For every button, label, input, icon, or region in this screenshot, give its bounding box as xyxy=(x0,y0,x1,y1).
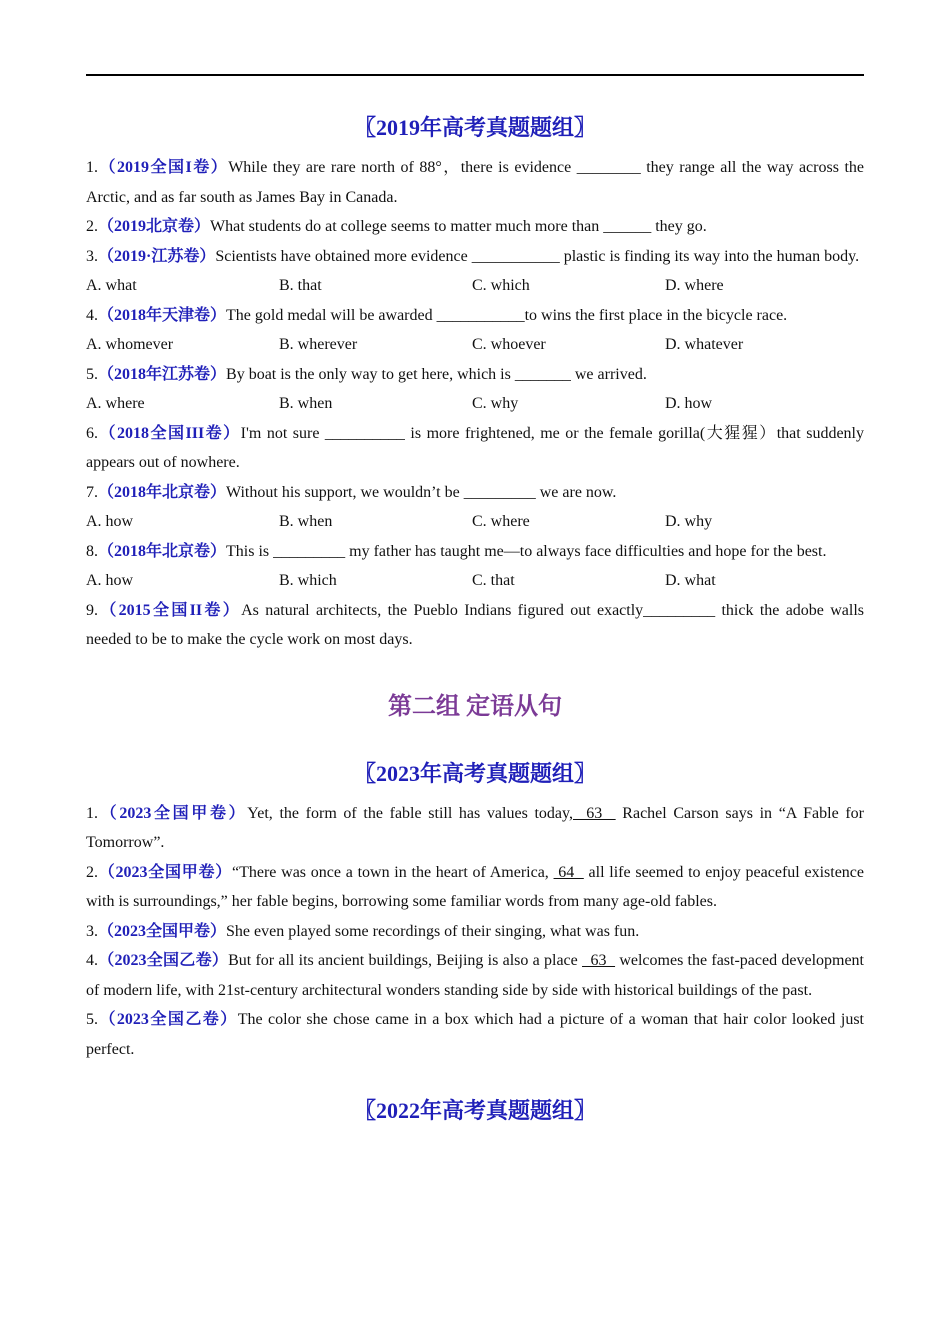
question-text: What students do at college seems to matter much more than ______ they go. xyxy=(210,218,707,235)
question-source: （2023全国乙卷） xyxy=(98,1011,238,1028)
option-d: D. where xyxy=(665,277,724,294)
group-title-2023: 〖2023年高考真题题组〗 xyxy=(353,760,596,786)
question-text: Scientists have obtained more evidence ___________ plastic is finding its way into the human body. xyxy=(215,247,860,265)
question-source: （2018年江苏卷） xyxy=(98,365,227,383)
question-source: （2018年天津卷） xyxy=(98,306,227,324)
question-text: The color she chose came in a box which had a picture of a woman that hair color looked just perfect. xyxy=(86,1011,864,1058)
options-row xyxy=(86,566,864,596)
header-rule xyxy=(86,74,864,76)
question-text: The gold medal will be awarded ___________to wins the first place in the bicycle race. xyxy=(226,306,788,324)
options-row xyxy=(86,389,864,419)
question-2019-4: 4.（2018年天津卷）The gold medal will be awarded ___________to wins the first place in the bicycle race. xyxy=(86,306,788,324)
question-2019-5: 5.（2018年江苏卷）By boat is the only way to get here, which is _______ we arrived. xyxy=(86,365,647,383)
question-source: （2023全国甲卷） xyxy=(98,922,227,940)
question-text: She even played some recordings of their singing, what was fun. xyxy=(226,922,640,940)
question-source: （2018年北京卷） xyxy=(98,483,227,501)
section-title: 第二组 定语从句 xyxy=(388,693,562,720)
question-source: （2018年北京卷） xyxy=(98,542,227,560)
option-d: D. whatever xyxy=(665,336,744,353)
question-source: （2019·江苏卷） xyxy=(98,247,216,265)
option-d: D. what xyxy=(665,572,716,589)
group-title-2022: 〖2022年高考真题题组〗 xyxy=(353,1098,596,1123)
question-2023-3: 3.（2023全国甲卷）She even played some recordings of their singing, what was fun. xyxy=(86,922,640,940)
content-flow xyxy=(86,113,864,1136)
question-2019-1: 1.（2019全国I卷）While they are rare north of 88°，there is evidence ________ they range all the way across the Arctic, and as far south as James Bay in Canada. xyxy=(86,159,864,206)
option-b: B. which xyxy=(279,572,337,589)
question-text: While they are rare north of 88°，there is evidence ________ they range all the way across the Arctic, and as far south as James Bay in Canada. xyxy=(86,159,864,206)
group-title-2019: 〖2019年高考真题题组〗 xyxy=(353,115,596,140)
question-2023-4: 4.（2023全国乙卷）But for all its ancient buildings, Beijing is also a place 63 welcomes the fast-paced development of modern life, with 21st-century architectural wonders standing side by side with historical buildings of the past. xyxy=(86,952,865,999)
option-d: D. why xyxy=(665,513,713,530)
question-text: As natural architects, the Pueblo Indians figured out exactly_________ thick the adobe walls needed to be to make the cycle work on most days. xyxy=(86,601,864,648)
options-row xyxy=(86,271,864,301)
question-2019-9: 9.（2015全国II卷）As natural architects, the Pueblo Indians figured out exactly_________ thick the adobe walls needed to be to make the cycle work on most days. xyxy=(86,601,864,648)
option-a: A. what xyxy=(86,277,137,294)
options-row xyxy=(86,330,864,360)
option-c: C. which xyxy=(472,277,530,294)
option-b: B. when xyxy=(279,513,333,530)
option-a: A. where xyxy=(86,395,145,412)
option-a: A. how xyxy=(86,513,134,530)
question-2019-6: 6.（2018全国III卷）I'm not sure __________ is more frightened, me or the female gorilla(大猩猩）that suddenly appears out of nowhere. xyxy=(86,424,864,471)
question-source: （2015全国II卷） xyxy=(98,601,242,619)
question-source: （2023全国甲卷） xyxy=(98,804,248,822)
option-b: B. wherever xyxy=(279,336,358,353)
question-2019-2: 2.（2019北京卷）What students do at college seems to matter much more than ______ they go. xyxy=(86,218,707,235)
question-source: （2023全国甲卷） xyxy=(98,863,232,881)
answer-blank: 63 xyxy=(582,952,616,969)
question-2019-8: 8.（2018年北京卷）This is _________ my father has taught me—to always face difficulties and hope for the best. xyxy=(86,542,827,560)
question-text: By boat is the only way to get here, which is _______ we arrived. xyxy=(226,365,647,383)
question-2023-5: 5.（2023全国乙卷）The color she chose came in a box which had a picture of a woman that hair color looked just perfect. xyxy=(86,1011,864,1058)
option-b: B. when xyxy=(279,395,333,412)
option-d: D. how xyxy=(665,395,713,412)
answer-blank: 64 xyxy=(553,863,584,881)
option-a: A. how xyxy=(86,572,134,589)
question-source: （2023全国乙卷） xyxy=(98,952,229,969)
option-c: C. why xyxy=(472,395,519,412)
options-row xyxy=(86,507,864,537)
question-source: （2018全国III卷） xyxy=(98,424,241,442)
option-b: B. that xyxy=(279,277,322,294)
question-source: （2019全国I卷） xyxy=(98,159,229,176)
question-2019-3: 3.（2019·江苏卷）Scientists have obtained more evidence ___________ plastic is finding its way into the human body. xyxy=(86,247,860,265)
option-c: C. whoever xyxy=(472,336,546,353)
option-a: A. whomever xyxy=(86,336,174,353)
question-text: I'm not sure __________ is more frightened, me or the female gorilla(大猩猩）that suddenly appears out of nowhere. xyxy=(86,424,864,471)
option-c: C. where xyxy=(472,513,530,530)
question-2019-7: 7.（2018年北京卷）Without his support, we wouldn’t be _________ we are now. xyxy=(86,483,617,501)
question-2023-2: 2.（2023全国甲卷）“There was once a town in the heart of America, 64 all life seemed to enjoy peaceful existence with is surroundings,” her fable begins, borrowing some familiar words from many age-old fables. xyxy=(86,863,865,910)
answer-blank: 63 xyxy=(572,804,616,822)
question-source: （2019北京卷） xyxy=(98,218,211,235)
question-text: This is _________ my father has taught me—to always face difficulties and hope for the best. xyxy=(226,542,827,560)
question-text: Without his support, we wouldn’t be _________ we are now. xyxy=(226,483,617,501)
question-2023-1: 1.（2023全国甲卷）Yet, the form of the fable still has values today, 63 Rachel Carson says in “A Fable for Tomorrow”. xyxy=(86,804,865,851)
option-c: C. that xyxy=(472,572,515,589)
